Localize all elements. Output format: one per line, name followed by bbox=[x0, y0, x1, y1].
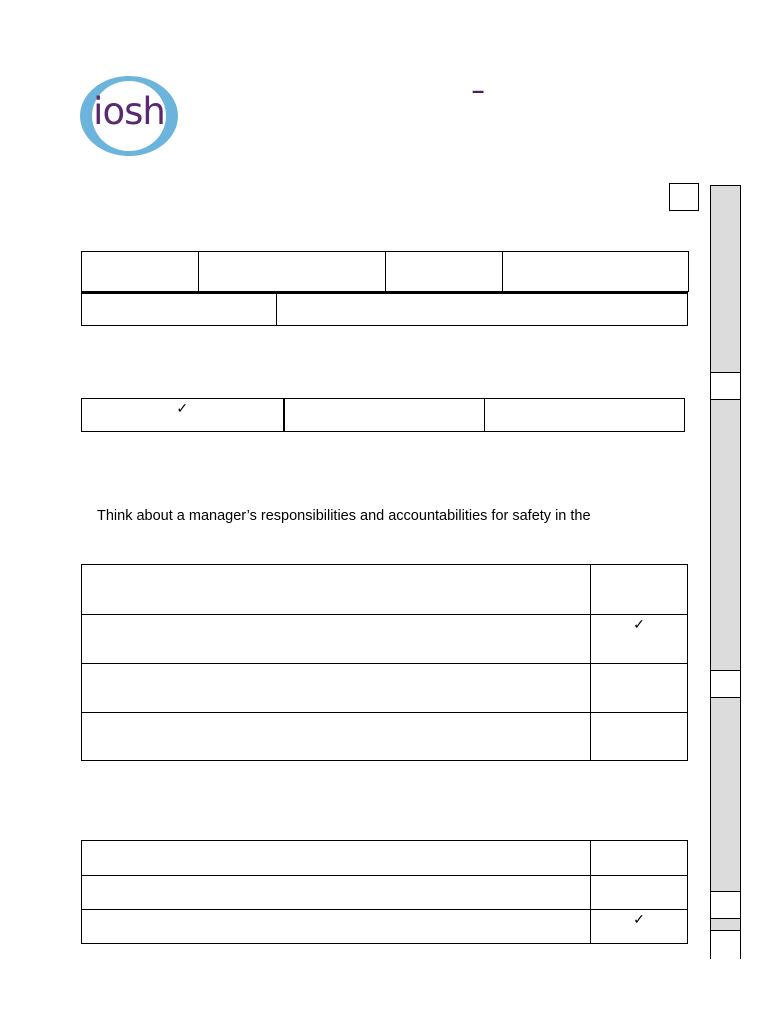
iosh-logo bbox=[80, 76, 178, 156]
logo-text: iosh bbox=[93, 90, 165, 133]
marking-box-2[interactable] bbox=[711, 670, 740, 698]
details-cell-4[interactable] bbox=[503, 252, 689, 292]
question-instruction: Think about a manager’s responsibilities and accountabilities for safety in the bbox=[97, 508, 591, 524]
score-box[interactable] bbox=[669, 183, 699, 211]
details-cell-5[interactable] bbox=[82, 293, 277, 326]
marking-column bbox=[710, 185, 741, 959]
answer-a-tick-2[interactable]: ✓ bbox=[591, 615, 688, 664]
answer-a-text-1 bbox=[82, 565, 591, 615]
details-cell-6[interactable] bbox=[277, 293, 688, 326]
answer-b-tick-1[interactable] bbox=[591, 841, 688, 876]
option-cell-2[interactable] bbox=[284, 399, 485, 432]
details-table-bottom bbox=[81, 292, 688, 326]
answer-b-tick-3[interactable]: ✓ bbox=[591, 910, 688, 944]
answer-b-text-3 bbox=[82, 910, 591, 944]
answer-b-text-1 bbox=[82, 841, 591, 876]
marking-box-1[interactable] bbox=[711, 372, 740, 400]
details-cell-2[interactable] bbox=[199, 252, 386, 292]
marking-box-3[interactable] bbox=[711, 891, 740, 919]
answer-table-a bbox=[81, 564, 688, 761]
answer-b-tick-2[interactable] bbox=[591, 876, 688, 910]
marking-box-4[interactable] bbox=[711, 930, 740, 959]
details-cell-3[interactable] bbox=[386, 252, 503, 292]
answer-a-text-4 bbox=[82, 713, 591, 761]
answer-a-tick-3[interactable] bbox=[591, 664, 688, 713]
header-dash: – bbox=[472, 78, 485, 103]
answer-a-text-2 bbox=[82, 615, 591, 664]
answer-table-b bbox=[81, 840, 688, 944]
answer-b-text-2 bbox=[82, 876, 591, 910]
answer-a-tick-1[interactable] bbox=[591, 565, 688, 615]
option-cell-1[interactable]: ✓ bbox=[82, 399, 284, 432]
details-table-top bbox=[81, 251, 689, 292]
answer-a-text-3 bbox=[82, 664, 591, 713]
answer-a-tick-4[interactable] bbox=[591, 713, 688, 761]
option-tick-row bbox=[81, 398, 685, 432]
details-cell-1[interactable] bbox=[82, 252, 199, 292]
option-cell-3[interactable] bbox=[485, 399, 685, 432]
